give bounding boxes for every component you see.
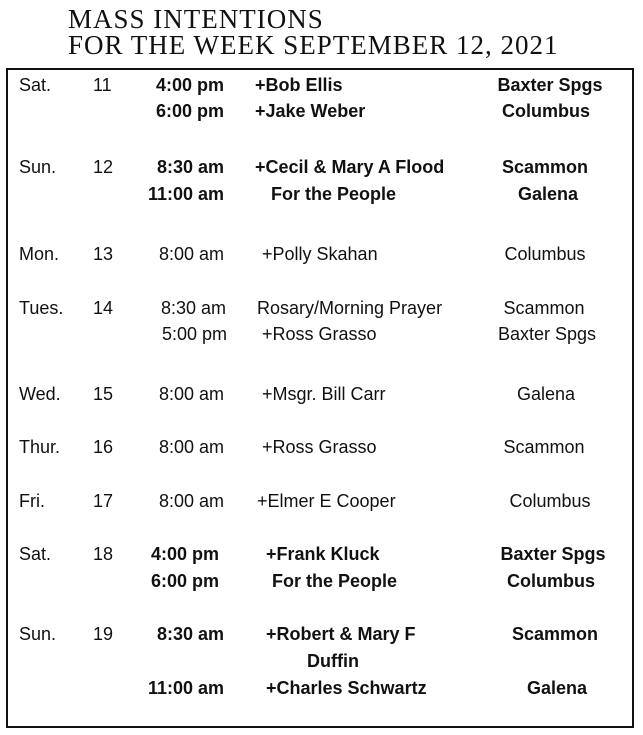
mass-time: 4:00 pm <box>150 544 219 564</box>
mass-intention: +Robert & Mary F <box>266 624 416 644</box>
day-label: Sun. <box>19 624 57 644</box>
mass-time: 6:00 pm <box>155 101 224 121</box>
day-label: Wed. <box>19 384 61 404</box>
mass-time: 8:30 am <box>160 298 226 318</box>
mass-intention: +Frank Kluck <box>266 544 380 564</box>
mass-location: Galena <box>517 184 579 204</box>
mass-location: Baxter Spgs <box>500 544 606 564</box>
mass-time: 11:00 am <box>147 678 224 698</box>
date-label: 14 <box>93 298 114 318</box>
day-label: Mon. <box>19 244 60 264</box>
mass-location: Baxter Spgs <box>497 324 597 344</box>
date-label: 15 <box>93 384 114 404</box>
mass-time: 8:30 am <box>156 624 224 644</box>
day-label: Sun. <box>19 157 57 177</box>
day-label: Thur. <box>19 437 61 457</box>
mass-intention: For the People <box>272 571 398 591</box>
mass-intention: +Bob Ellis <box>255 75 343 95</box>
mass-intention-continued: Duffin <box>307 651 359 671</box>
mass-intention: Rosary/Morning Prayer <box>257 298 443 318</box>
mass-location: Scammon <box>503 437 585 457</box>
mass-intention: +Msgr. Bill Carr <box>262 384 386 404</box>
mass-intention: For the People <box>271 184 397 204</box>
mass-time: 6:00 pm <box>150 571 219 591</box>
date-label: 13 <box>93 244 114 264</box>
mass-intention: +Elmer E Cooper <box>257 491 396 511</box>
date-label: 16 <box>93 437 114 457</box>
date-label: 18 <box>93 544 114 564</box>
mass-location: Galena <box>526 678 588 698</box>
date-label: 11 <box>93 75 112 95</box>
mass-location: Scammon <box>503 298 585 318</box>
mass-intention: +Jake Weber <box>255 101 366 121</box>
mass-intention: +Ross Grasso <box>262 324 377 344</box>
mass-location: Columbus <box>504 244 586 264</box>
day-label: Tues. <box>19 298 64 318</box>
title-line-1: MASS INTENTIONS <box>68 4 324 34</box>
mass-time: 8:30 am <box>156 157 224 177</box>
date-label: 17 <box>93 491 114 511</box>
day-label: Sat. <box>19 544 52 564</box>
mass-location: Columbus <box>502 101 590 121</box>
date-label: 12 <box>93 157 114 177</box>
day-label: Sat. <box>19 75 52 95</box>
mass-location: Scammon <box>511 624 599 644</box>
mass-time: 11:00 am <box>147 184 224 204</box>
mass-location: Columbus <box>509 491 591 511</box>
mass-intention: +Charles Schwartz <box>266 678 427 698</box>
mass-time: 4:00 pm <box>155 75 224 95</box>
mass-time: 8:00 am <box>158 491 224 511</box>
mass-time: 8:00 am <box>158 384 224 404</box>
mass-time: 8:00 am <box>158 437 224 457</box>
mass-time: 8:00 am <box>158 244 224 264</box>
mass-location: Baxter Spgs <box>497 75 603 95</box>
title-line-2: FOR THE WEEK SEPTEMBER 12, 2021 <box>68 30 559 60</box>
mass-location: Columbus <box>507 571 595 591</box>
date-label: 19 <box>93 624 114 644</box>
mass-intention: +Ross Grasso <box>262 437 377 457</box>
mass-location: Galena <box>516 384 576 404</box>
mass-intention: +Polly Skahan <box>262 244 378 264</box>
mass-time: 5:00 pm <box>161 324 227 344</box>
mass-intention: +Cecil & Mary A Flood <box>255 157 445 177</box>
day-label: Fri. <box>19 491 45 511</box>
mass-location: Scammon <box>501 157 589 177</box>
